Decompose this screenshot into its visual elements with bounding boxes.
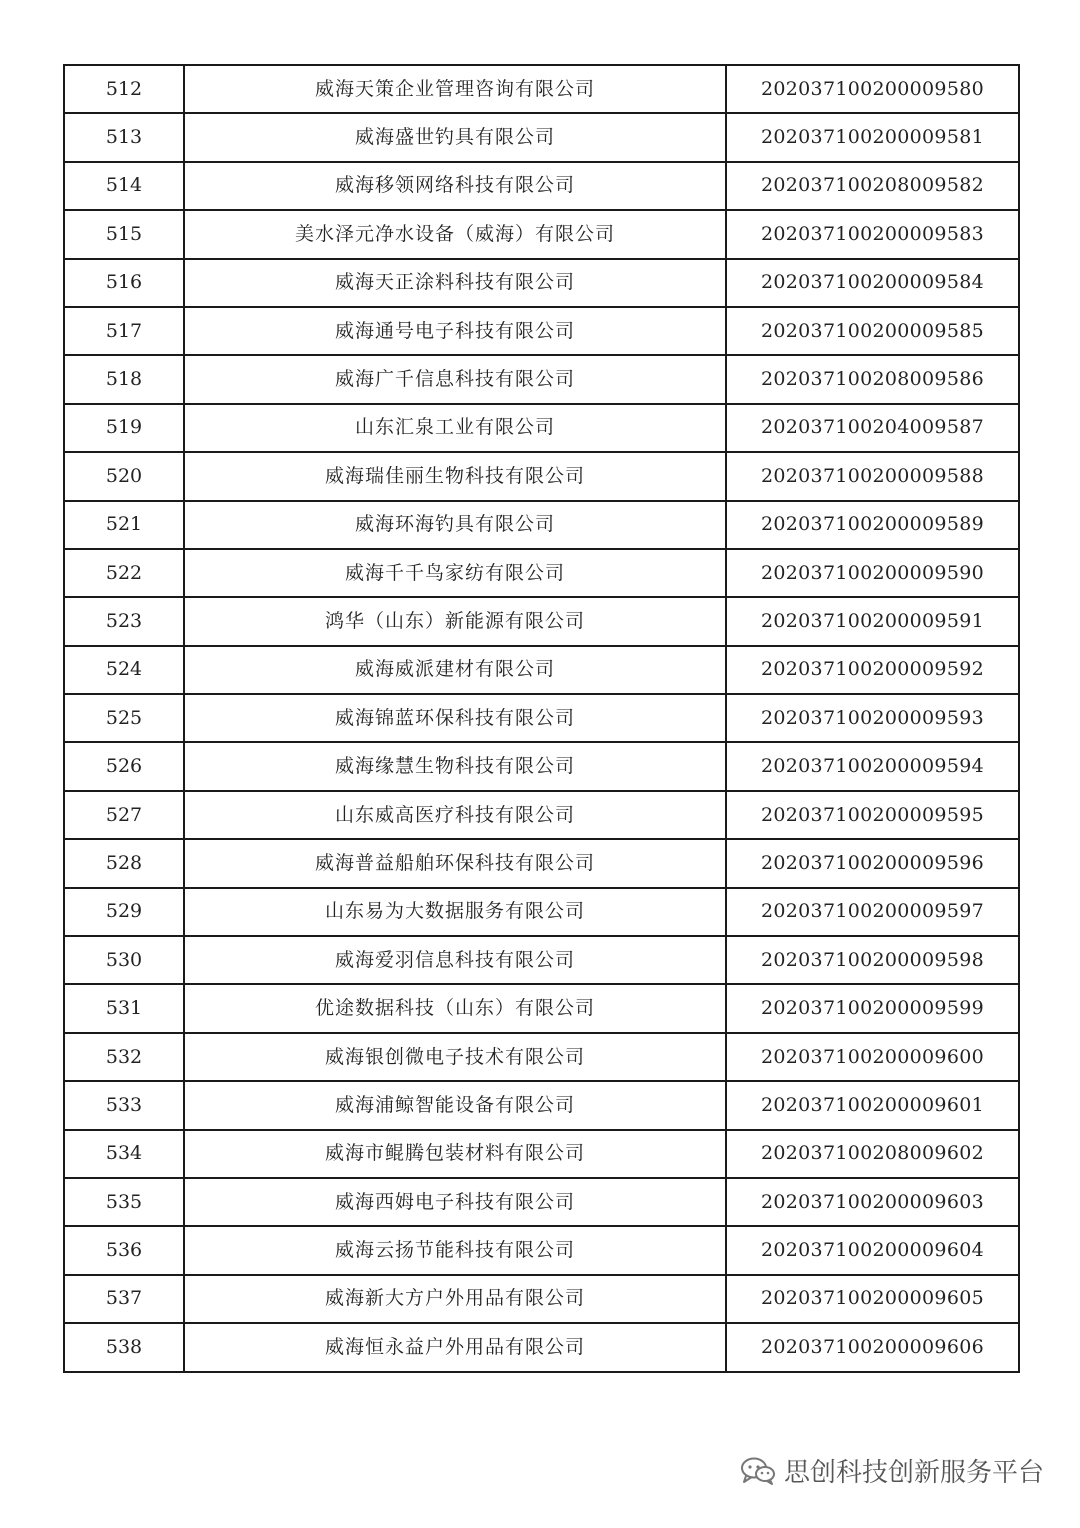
table-row: [64, 646, 1019, 694]
row-number-cell: 514: [64, 162, 184, 210]
table-row: [64, 1130, 1019, 1178]
registration-code-cell: 202037100200009592: [726, 646, 1019, 694]
table-row: [64, 597, 1019, 645]
company-name-cell: 鸿华（山东）新能源有限公司: [184, 597, 726, 645]
row-number-cell: 519: [64, 404, 184, 452]
wechat-watermark: [740, 1452, 1044, 1489]
company-name-cell: 威海环海钓具有限公司: [184, 501, 726, 549]
row-number-cell: 538: [64, 1323, 184, 1371]
row-number-cell: 526: [64, 742, 184, 790]
company-name-cell: 威海千千鸟家纺有限公司: [184, 549, 726, 597]
row-number-cell: 522: [64, 549, 184, 597]
company-name-cell: 威海广千信息科技有限公司: [184, 355, 726, 403]
registration-code-cell: 202037100200009594: [726, 742, 1019, 790]
table-row: [64, 404, 1019, 452]
company-name-cell: 威海天正涂料科技有限公司: [184, 259, 726, 307]
registration-code-cell: 202037100200009601: [726, 1081, 1019, 1129]
table-row: [64, 1081, 1019, 1129]
company-name-cell: 威海盛世钓具有限公司: [184, 113, 726, 161]
table-row: [64, 936, 1019, 984]
row-number-cell: 527: [64, 791, 184, 839]
table-row: [64, 1226, 1019, 1274]
company-name-cell: 威海恒永益户外用品有限公司: [184, 1323, 726, 1371]
row-number-cell: 534: [64, 1130, 184, 1178]
table-row: [64, 839, 1019, 887]
registration-code-cell: 202037100200009603: [726, 1178, 1019, 1226]
table-row: [64, 355, 1019, 403]
company-name-cell: 威海普益船舶环保科技有限公司: [184, 839, 726, 887]
registration-code-cell: 202037100200009590: [726, 549, 1019, 597]
company-name-cell: 威海市鲲腾包装材料有限公司: [184, 1130, 726, 1178]
registration-code-cell: 202037100208009582: [726, 162, 1019, 210]
watermark-text: 思创科技创新服务平台: [783, 1458, 1044, 1488]
company-name-cell: 威海锦蓝环保科技有限公司: [184, 694, 726, 742]
company-name-cell: 威海西姆电子科技有限公司: [184, 1178, 726, 1226]
table-row: [64, 1275, 1019, 1323]
table-row: [64, 888, 1019, 936]
row-number-cell: 530: [64, 936, 184, 984]
company-registry-table: [63, 64, 1020, 1373]
registration-code-cell: 202037100208009602: [726, 1130, 1019, 1178]
table-row: [64, 549, 1019, 597]
company-name-cell: 威海爱羽信息科技有限公司: [184, 936, 726, 984]
row-number-cell: 518: [64, 355, 184, 403]
company-name-cell: 威海威派建材有限公司: [184, 646, 726, 694]
registration-code-cell: 202037100200009583: [726, 210, 1019, 258]
registry-table-body: [64, 65, 1019, 1372]
table-row: [64, 694, 1019, 742]
company-name-cell: 山东汇泉工业有限公司: [184, 404, 726, 452]
company-name-cell: 山东威高医疗科技有限公司: [184, 791, 726, 839]
row-number-cell: 533: [64, 1081, 184, 1129]
row-number-cell: 513: [64, 113, 184, 161]
row-number-cell: 524: [64, 646, 184, 694]
row-number-cell: 512: [64, 65, 184, 113]
company-name-cell: 威海云扬节能科技有限公司: [184, 1226, 726, 1274]
table-row: [64, 791, 1019, 839]
registration-code-cell: 202037100208009586: [726, 355, 1019, 403]
registration-code-cell: 202037100200009580: [726, 65, 1019, 113]
registration-code-cell: 202037100200009600: [726, 1033, 1019, 1081]
row-number-cell: 532: [64, 1033, 184, 1081]
registration-code-cell: 202037100200009604: [726, 1226, 1019, 1274]
row-number-cell: 525: [64, 694, 184, 742]
company-name-cell: 美水泽元净水设备（威海）有限公司: [184, 210, 726, 258]
row-number-cell: 516: [64, 259, 184, 307]
row-number-cell: 520: [64, 452, 184, 500]
company-name-cell: 威海天策企业管理咨询有限公司: [184, 65, 726, 113]
row-number-cell: 515: [64, 210, 184, 258]
registration-code-cell: 202037100200009597: [726, 888, 1019, 936]
table-row: [64, 501, 1019, 549]
table-row: [64, 1033, 1019, 1081]
registration-code-cell: 202037100200009598: [726, 936, 1019, 984]
registration-code-cell: 202037100204009587: [726, 404, 1019, 452]
registration-code-cell: 202037100200009581: [726, 113, 1019, 161]
registration-code-cell: 202037100200009593: [726, 694, 1019, 742]
company-name-cell: 威海浦鲸智能设备有限公司: [184, 1081, 726, 1129]
company-name-cell: 威海瑞佳丽生物科技有限公司: [184, 452, 726, 500]
table-row: [64, 984, 1019, 1032]
table-row: [64, 307, 1019, 355]
table-row: [64, 1323, 1019, 1371]
row-number-cell: 523: [64, 597, 184, 645]
company-name-cell: 威海新大方户外用品有限公司: [184, 1275, 726, 1323]
company-name-cell: 山东易为大数据服务有限公司: [184, 888, 726, 936]
company-name-cell: 威海移领网络科技有限公司: [184, 162, 726, 210]
table-row: [64, 452, 1019, 500]
company-name-cell: 优途数据科技（山东）有限公司: [184, 984, 726, 1032]
registration-code-cell: 202037100200009585: [726, 307, 1019, 355]
registration-code-cell: 202037100200009588: [726, 452, 1019, 500]
table-row: [64, 1178, 1019, 1226]
company-name-cell: 威海通号电子科技有限公司: [184, 307, 726, 355]
registration-code-cell: 202037100200009606: [726, 1323, 1019, 1371]
table-row: [64, 210, 1019, 258]
table-row: [64, 162, 1019, 210]
row-number-cell: 529: [64, 888, 184, 936]
registration-code-cell: 202037100200009584: [726, 259, 1019, 307]
table-row: [64, 113, 1019, 161]
row-number-cell: 517: [64, 307, 184, 355]
wechat-icon: [740, 1456, 776, 1486]
registration-code-cell: 202037100200009589: [726, 501, 1019, 549]
registration-code-cell: 202037100200009596: [726, 839, 1019, 887]
row-number-cell: 528: [64, 839, 184, 887]
row-number-cell: 536: [64, 1226, 184, 1274]
table-row: [64, 65, 1019, 113]
row-number-cell: 535: [64, 1178, 184, 1226]
registration-code-cell: 202037100200009599: [726, 984, 1019, 1032]
table-row: [64, 259, 1019, 307]
registration-code-cell: 202037100200009595: [726, 791, 1019, 839]
row-number-cell: 521: [64, 501, 184, 549]
registration-code-cell: 202037100200009605: [726, 1275, 1019, 1323]
table-row: [64, 742, 1019, 790]
company-name-cell: 威海缘慧生物科技有限公司: [184, 742, 726, 790]
row-number-cell: 531: [64, 984, 184, 1032]
company-name-cell: 威海银创微电子技术有限公司: [184, 1033, 726, 1081]
registration-code-cell: 202037100200009591: [726, 597, 1019, 645]
row-number-cell: 537: [64, 1275, 184, 1323]
